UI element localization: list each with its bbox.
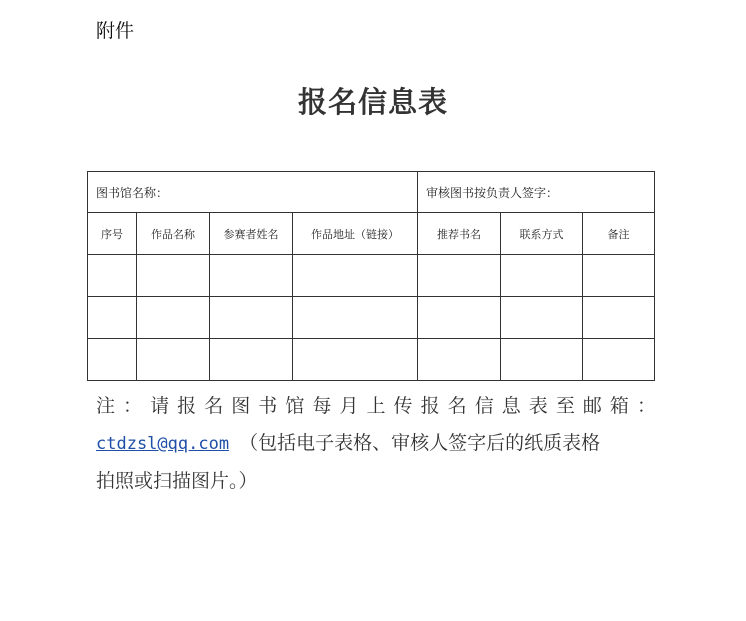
table-cell[interactable] xyxy=(418,255,501,297)
table-cell[interactable] xyxy=(583,339,655,381)
column-header-work-link: 作品地址（链接） xyxy=(293,213,418,255)
email-link[interactable]: ctdzsl@qq.com xyxy=(96,434,230,454)
library-name-field[interactable]: 图书馆名称： xyxy=(88,172,418,213)
column-header-index: 序号 xyxy=(88,213,137,255)
table-row xyxy=(88,339,655,381)
table-cell[interactable] xyxy=(88,339,137,381)
column-header-contact: 联系方式 xyxy=(501,213,583,255)
table-row xyxy=(88,255,655,297)
submission-note xyxy=(96,388,656,500)
registration-table xyxy=(87,171,655,381)
table-cell[interactable] xyxy=(137,255,210,297)
note-line-2-text: （包括电子表格、审核人签字后的纸质表格 xyxy=(239,432,601,454)
page-title: 报名信息表 xyxy=(297,85,448,119)
table-cell[interactable] xyxy=(418,339,501,381)
note-line-3: 拍照或扫描图片。） xyxy=(96,470,258,492)
table-cell[interactable] xyxy=(583,297,655,339)
table-cell[interactable] xyxy=(137,339,210,381)
table-cell[interactable] xyxy=(210,255,293,297)
table-row xyxy=(88,297,655,339)
note-line-2 xyxy=(96,425,656,463)
table-cell[interactable] xyxy=(501,255,583,297)
table-header-row xyxy=(88,172,655,213)
table-cell[interactable] xyxy=(418,297,501,339)
table-cell[interactable] xyxy=(88,255,137,297)
note-line-1: 注：请报名图书馆每月上传报名信息表至邮箱： xyxy=(96,395,656,417)
table-cell[interactable] xyxy=(210,297,293,339)
table-cell[interactable] xyxy=(293,339,418,381)
table-cell[interactable] xyxy=(88,297,137,339)
table-cell[interactable] xyxy=(583,255,655,297)
column-header-work-name: 作品名称 xyxy=(137,213,210,255)
table-cell[interactable] xyxy=(501,339,583,381)
table-cell[interactable] xyxy=(293,255,418,297)
table-cell[interactable] xyxy=(210,339,293,381)
column-header-remarks: 备注 xyxy=(583,213,655,255)
table-cell[interactable] xyxy=(137,297,210,339)
column-header-participant-name: 参赛者姓名 xyxy=(210,213,293,255)
table-cell[interactable] xyxy=(501,297,583,339)
reviewer-signature-field[interactable]: 审核图书按负责人签字： xyxy=(418,172,655,213)
column-header-recommended-book: 推荐书名 xyxy=(418,213,501,255)
table-cell[interactable] xyxy=(293,297,418,339)
column-header-row xyxy=(88,213,655,255)
attachment-label: 附件 xyxy=(96,20,135,42)
